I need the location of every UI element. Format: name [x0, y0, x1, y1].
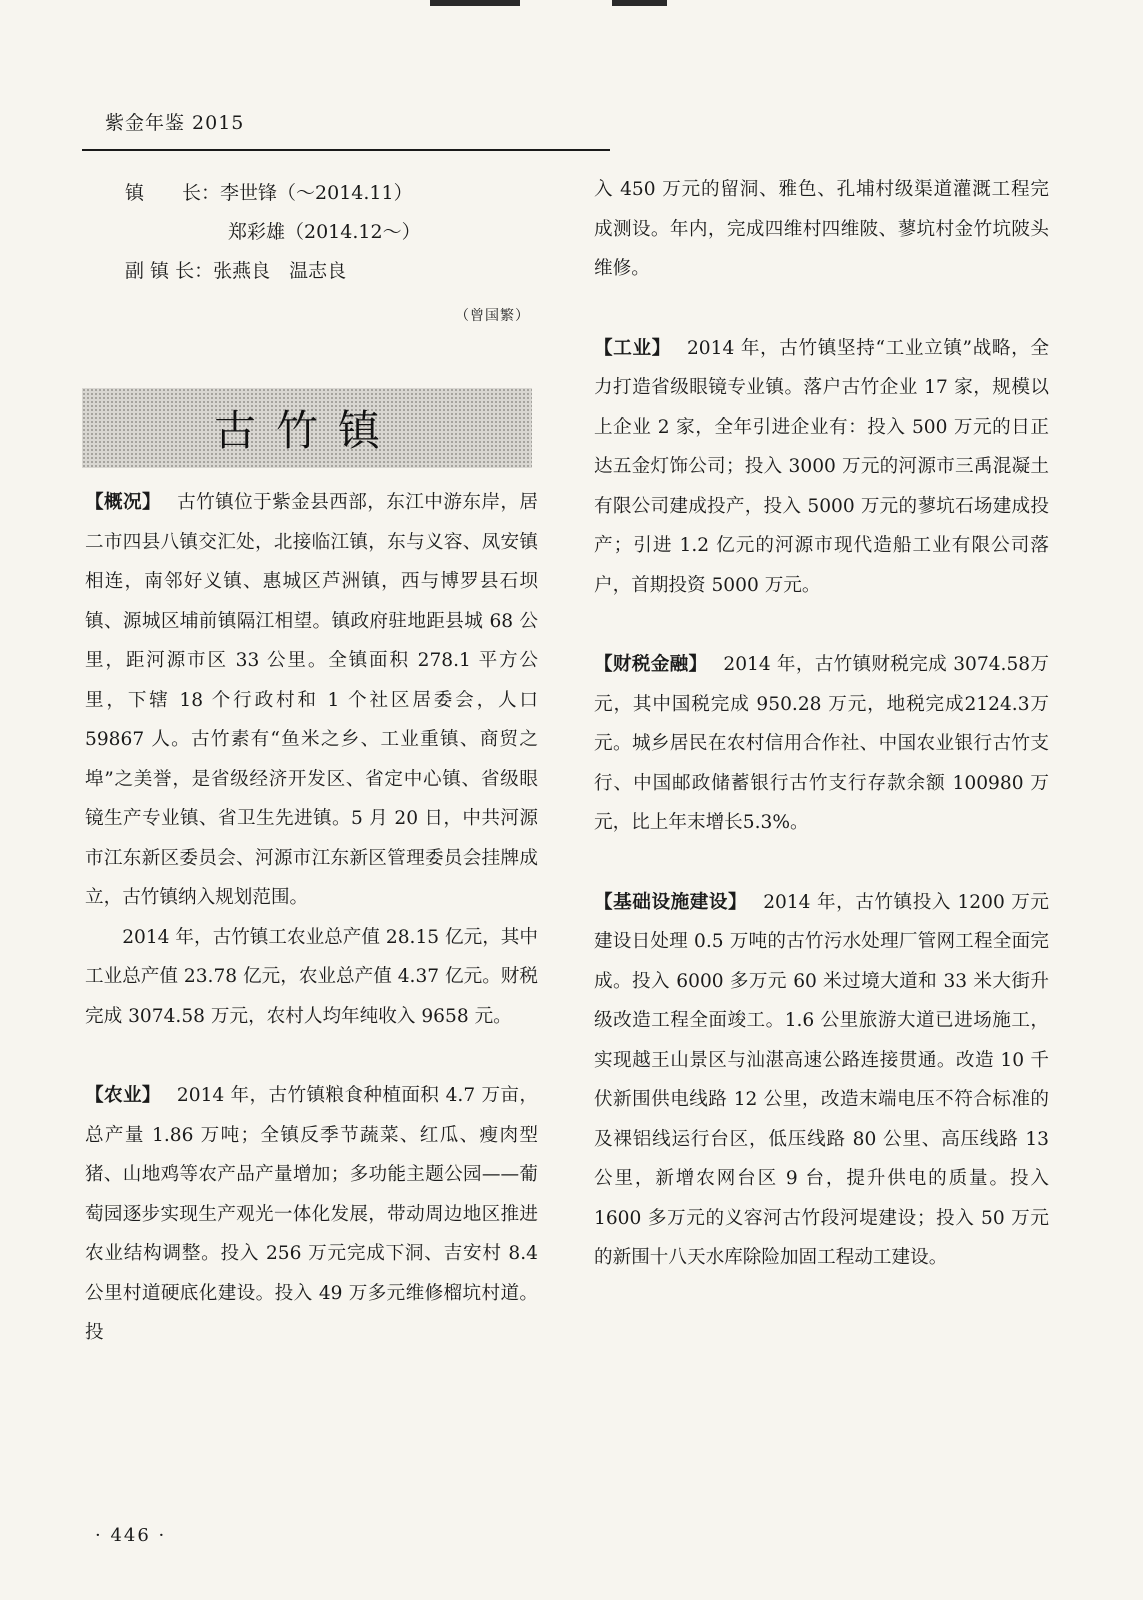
- infrastructure-paragraph: [594, 883, 1049, 1278]
- page-number: · 446 ·: [95, 1525, 167, 1546]
- finance-text: 2014 年，古竹镇财税完成 3074.58万元，其中国税完成 950.28 万元，地税完成2124.3万元。城乡居民在农村信用合作社、中国农业银行古竹支行、中国邮政储蓄银行古竹支行存款余额 100980 万元，比上年末增长5.3%。: [594, 654, 1049, 833]
- officials-list: [125, 174, 421, 291]
- agriculture-paragraph: [85, 1076, 538, 1353]
- overview-text: 古竹镇位于紫金县西部，东江中游东岸，居二市四县八镇交汇处，北接临江镇，东与义容、凤安镇相连，南邻好义镇、惠城区芦洲镇，西与博罗县石坝镇、源城区埔前镇隔江相望。镇政府驻地距县城 68 公里，距河源市区 33 公里。全镇面积 278.1 平方公里，下辖 18 个行政村和 1 个社区居委会，人口 59867 人。古竹素有“鱼米之乡、工业重镇、商贸之埠”之美誉，是省级经济开发区、省定中心镇、省级眼镜生产专业镇、省卫生先进镇。5 月 20 日，中共河源市江东新区委员会、河源市江东新区管理委员会挂牌成立，古竹镇纳入规划范围。: [85, 492, 538, 908]
- industry-paragraph: [594, 329, 1049, 606]
- mayor-1: 李世锋（～2014.11）: [220, 182, 413, 204]
- industry-tag: 【工业】: [594, 337, 671, 359]
- mayor-2: 郑彩雄（2014.12～）: [228, 221, 421, 243]
- overview-tag: 【概况】: [85, 492, 162, 513]
- top-scan-mark-2: [612, 0, 667, 6]
- author-credit: （曾国繁）: [455, 308, 530, 324]
- infrastructure-text: 2014 年，古竹镇投入 1200 万元建设日处理 0.5 万吨的古竹污水处理厂管网工程全面完成。投入 6000 多万元 60 米过境大道和 33 米大街升级改造工程全面竣工。1.6 公里旅游大道已进场施工，实现越王山景区与汕湛高速公路连接贯通。改造 10 千伏新围供电线路 12 公里，改造末端电压不符合标准的及裸铝线运行台区，低压线路 80 公里、高压线路 13 公里，新增农网台区 9 台，提升供电的质量。投入 1600 多万元的义容河古竹段河堤建设；投入 50 万元的新围十八天水库除险加固工程动工建设。: [594, 891, 1049, 1268]
- running-header: 紫金年鉴 2015: [105, 112, 245, 134]
- agriculture-tag: 【农业】: [85, 1085, 161, 1106]
- mayor-row-2: [125, 213, 421, 252]
- top-scan-mark-1: [430, 0, 520, 6]
- agriculture-text: 2014 年，古竹镇粮食种植面积 4.7 万亩，总产量 1.86 万吨；全镇反季节蔬菜、红瓜、瘦肉型猪、山地鸡等农产品产量增加；多功能主题公园——葡萄园逐步实现生产观光一体化发展，带动周边地区推进农业结构调整。投入 256 万元完成下洞、吉安村 8.4 公里村道硬底化建设。投入 49 万多元维修榴坑村道。投: [85, 1085, 538, 1343]
- overview-paragraph-2: 2014 年，古竹镇工农业总产值 28.15 亿元，其中工业总产值 23.78 亿元，农业总产值 4.37 亿元。财税完成 3074.58 万元，农村人均年纯收入 9658 元。: [85, 926, 538, 1027]
- finance-paragraph: [594, 645, 1049, 843]
- right-column: [594, 170, 1049, 1278]
- section-title-box: [82, 388, 532, 468]
- vice-mayor-label: 副 镇 长：: [125, 260, 214, 282]
- finance-tag: 【财税金融】: [594, 654, 708, 675]
- vice-mayor-names: 张燕良 温志良: [213, 260, 347, 282]
- mayor-label: 镇 长：: [125, 182, 221, 204]
- header-rule: [82, 149, 610, 151]
- mayor-row: [125, 174, 421, 213]
- section-title: 古竹镇: [213, 406, 400, 455]
- vice-mayor-row: [125, 252, 421, 291]
- agriculture-continued: 入 450 万元的留洞、雅色、孔埔村级渠道灌溉工程完成测设。年内，完成四维村四维陂、蓼坑村金竹坑陂头维修。: [594, 179, 1049, 279]
- left-column: [85, 483, 538, 1353]
- industry-text: 2014 年，古竹镇坚持“工业立镇”战略，全力打造省级眼镜专业镇。落户古竹企业 17 家，规模以上企业 2 家，全年引进企业有：投入 500 万元的日正达五金灯饰公司；投入 3000 万元的河源市三禹混凝土有限公司建成投产，投入 5000 万元的蓼坑石场建成投产；引进 1.2 亿元的河源市现代造船工业有限公司落户，首期投资 5000 万元。: [594, 337, 1049, 596]
- infrastructure-tag: 【基础设施建设】: [594, 891, 748, 913]
- overview-paragraph: [85, 483, 538, 918]
